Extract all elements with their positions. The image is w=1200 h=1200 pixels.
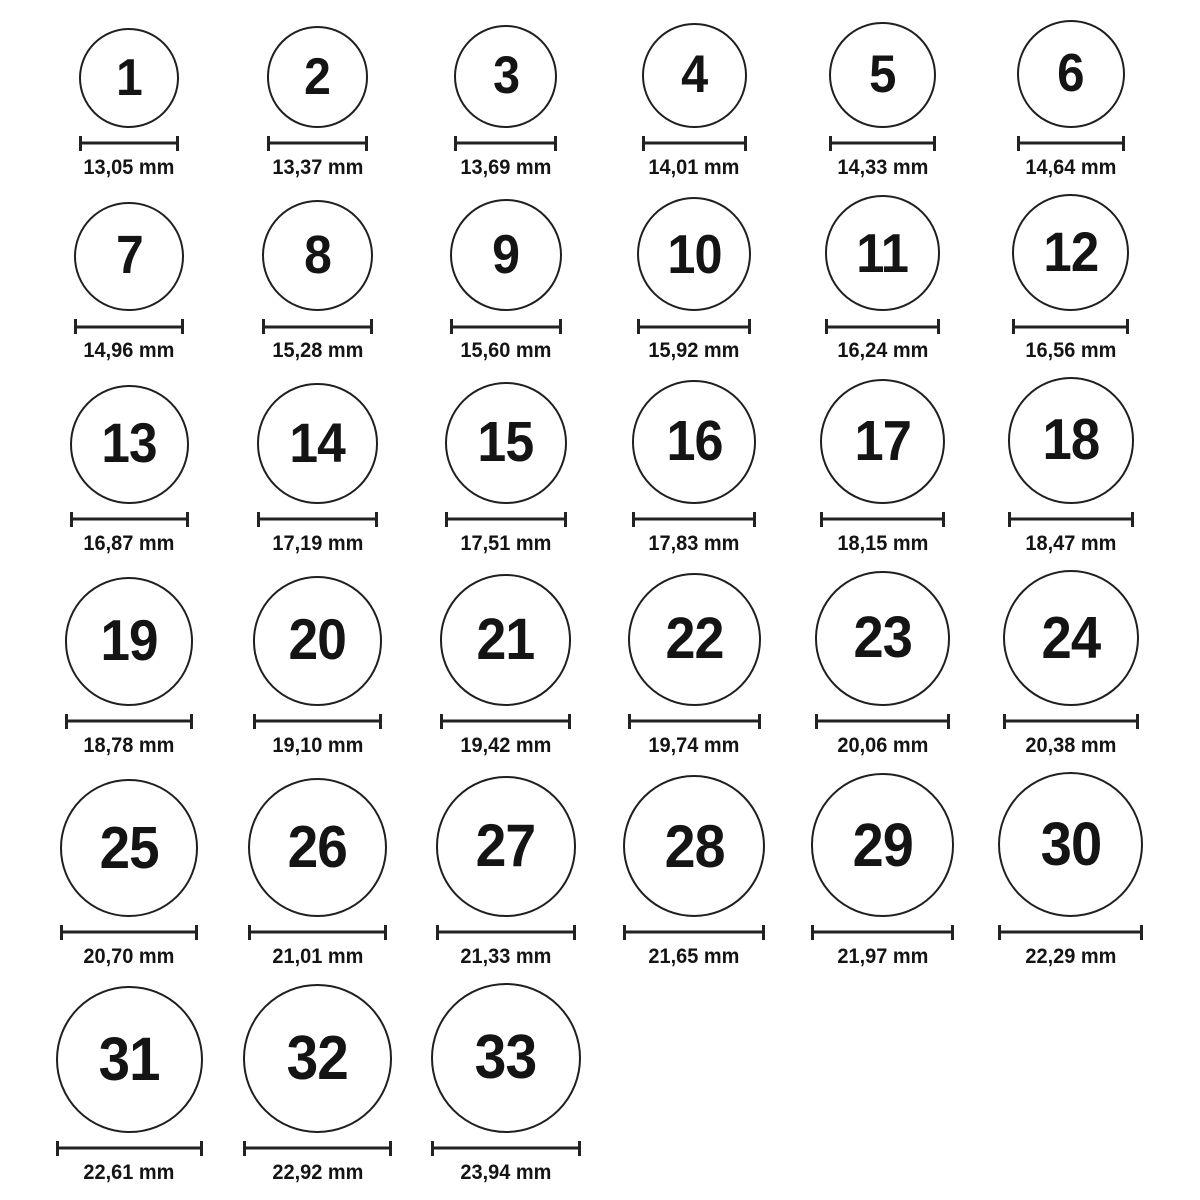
diameter-measure-line	[998, 925, 1143, 940]
ring-circle	[829, 22, 935, 128]
diameter-label: 14,01 mm	[648, 155, 740, 179]
ring-circle	[811, 773, 955, 917]
diameter-measure-line	[642, 136, 747, 151]
ring-size-item	[628, 573, 761, 758]
diameter-measure-line	[436, 925, 577, 940]
diameter-measure-line	[79, 136, 179, 151]
diameter-label: 14,64 mm	[1025, 155, 1117, 179]
diameter-measure-line	[1012, 319, 1129, 334]
diameter-label: 20,38 mm	[1025, 733, 1117, 757]
ring-size-number: 20	[288, 607, 347, 672]
ring-circle	[257, 383, 377, 503]
diameter-measure-line	[431, 1141, 581, 1156]
diameter-label: 21,01 mm	[272, 944, 363, 968]
ring-size-number: 23	[853, 604, 912, 670]
diameter-label: 20,06 mm	[837, 733, 928, 757]
ring-size-number: 14	[289, 411, 346, 475]
diameter-measure-line	[65, 714, 193, 729]
diameter-label: 18,15 mm	[837, 531, 928, 555]
ring-size-item	[60, 779, 198, 969]
diameter-label: 18,78 mm	[83, 733, 175, 757]
diameter-measure-line	[267, 136, 369, 151]
diameter-label: 17,83 mm	[648, 531, 740, 555]
diameter-label: 19,42 mm	[460, 733, 552, 757]
ring-size-item	[257, 383, 377, 555]
diameter-measure-line	[257, 512, 377, 527]
diameter-label: 16,24 mm	[837, 339, 928, 362]
ring-circle	[1012, 194, 1129, 311]
diameter-label: 16,87 mm	[83, 531, 175, 555]
ring-size-item	[74, 202, 183, 363]
diameter-measure-line	[60, 925, 198, 940]
ring-size-item	[450, 199, 563, 364]
diameter-measure-line	[253, 714, 383, 729]
ring-size-item	[1012, 194, 1129, 363]
ring-circle	[243, 984, 391, 1132]
diameter-measure-line	[632, 512, 755, 527]
ring-size-number: 11	[856, 221, 909, 284]
ring-size-number: 16	[666, 409, 723, 473]
ring-circle	[623, 775, 765, 917]
ring-size-number: 13	[101, 412, 157, 475]
ring-size-number: 24	[1041, 603, 1101, 671]
ring-circle	[267, 26, 369, 128]
ring-size-item	[829, 22, 935, 180]
diameter-measure-line	[262, 319, 373, 334]
diameter-measure-line	[70, 512, 189, 527]
ring-size-number: 33	[475, 1022, 537, 1092]
ring-size-item	[248, 778, 387, 969]
diameter-label: 14,96 mm	[83, 339, 175, 362]
ring-circle	[825, 195, 941, 311]
diameter-label: 21,97 mm	[837, 944, 928, 968]
ring-circle	[445, 382, 567, 504]
ring-circle	[454, 25, 557, 128]
ring-circle	[253, 576, 383, 706]
diameter-label: 14,33 mm	[837, 155, 928, 179]
diameter-label: 18,47 mm	[1025, 531, 1117, 555]
diameter-label: 16,56 mm	[1025, 339, 1117, 362]
diameter-label: 22,61 mm	[83, 1160, 175, 1184]
ring-size-number: 21	[476, 606, 535, 672]
diameter-measure-line	[1008, 512, 1135, 527]
ring-circle	[79, 28, 179, 128]
ring-size-number: 32	[286, 1023, 349, 1093]
diameter-measure-line	[243, 1141, 391, 1156]
ring-size-item	[267, 26, 369, 180]
diameter-measure-line	[74, 319, 183, 334]
ring-size-item	[1017, 20, 1125, 180]
ring-size-item	[445, 382, 567, 556]
ring-circle	[60, 779, 198, 917]
ring-size-item	[65, 577, 193, 757]
diameter-label: 22,92 mm	[272, 1160, 363, 1184]
diameter-measure-line	[815, 714, 949, 729]
ring-size-item	[632, 380, 755, 555]
ring-size-number: 17	[854, 408, 911, 473]
diameter-measure-line	[248, 925, 387, 940]
ring-size-number: 1	[116, 48, 142, 107]
ring-circle	[1008, 377, 1135, 504]
ring-size-number: 5	[869, 45, 896, 105]
ring-circle	[70, 385, 189, 504]
ring-size-number: 27	[475, 812, 536, 880]
diameter-measure-line	[454, 136, 557, 151]
ring-size-item	[642, 23, 747, 180]
diameter-label: 15,28 mm	[272, 339, 363, 362]
diameter-measure-line	[628, 714, 761, 729]
ring-size-number: 22	[665, 605, 724, 671]
ring-size-item	[436, 776, 577, 969]
ring-size-number: 6	[1057, 44, 1085, 104]
diameter-label: 15,92 mm	[648, 339, 740, 362]
ring-size-item	[454, 25, 557, 180]
ring-size-item	[637, 197, 751, 363]
diameter-label: 19,74 mm	[648, 733, 740, 757]
ring-size-item	[811, 773, 955, 969]
diameter-label: 13,05 mm	[83, 155, 175, 179]
ring-size-item	[56, 986, 203, 1185]
ring-circle	[262, 200, 373, 311]
ring-circle	[450, 199, 563, 312]
ring-size-number: 31	[98, 1024, 160, 1094]
ring-size-item	[825, 195, 941, 363]
diameter-label: 13,37 mm	[272, 155, 363, 179]
diameter-measure-line	[825, 319, 941, 334]
diameter-label: 19,10 mm	[272, 733, 363, 757]
diameter-label: 17,51 mm	[460, 531, 552, 555]
diameter-measure-line	[820, 512, 945, 527]
ring-size-item	[820, 379, 945, 556]
ring-size-item	[243, 984, 391, 1184]
ring-size-item	[253, 576, 383, 758]
diameter-measure-line	[450, 319, 563, 334]
ring-circle	[431, 983, 581, 1133]
ring-size-number: 12	[1043, 220, 1099, 283]
ring-circle	[642, 23, 747, 128]
diameter-label: 17,19 mm	[272, 531, 363, 555]
diameter-measure-line	[829, 136, 935, 151]
ring-circle	[1017, 20, 1125, 128]
ring-size-number: 4	[681, 45, 708, 104]
diameter-label: 13,69 mm	[460, 155, 552, 179]
ring-size-number: 7	[115, 225, 143, 286]
diameter-measure-line	[623, 925, 765, 940]
ring-size-number: 10	[667, 222, 722, 285]
diameter-label: 21,33 mm	[460, 944, 552, 968]
ring-size-item	[440, 574, 571, 757]
ring-size-number: 9	[492, 223, 520, 285]
diameter-measure-line	[445, 512, 567, 527]
ring-size-item	[70, 385, 189, 556]
ring-circle	[632, 380, 755, 503]
ring-size-item	[623, 775, 765, 969]
ring-circle	[74, 202, 183, 311]
diameter-measure-line	[440, 714, 571, 729]
diameter-measure-line	[811, 925, 955, 940]
diameter-measure-line	[56, 1141, 203, 1156]
diameter-measure-line	[637, 319, 751, 334]
ring-size-number: 28	[664, 811, 725, 880]
ring-circle	[65, 577, 193, 705]
diameter-measure-line	[1017, 136, 1125, 151]
ring-size-number: 3	[492, 45, 519, 105]
ring-size-item	[1003, 570, 1139, 758]
ring-circle	[248, 778, 387, 917]
ring-size-item	[1008, 377, 1135, 556]
ring-size-item	[79, 28, 179, 180]
diameter-label: 20,70 mm	[83, 944, 175, 968]
diameter-label: 22,29 mm	[1025, 944, 1117, 968]
ring-size-number: 26	[287, 813, 348, 881]
ring-size-number: 29	[852, 810, 913, 879]
ring-size-item	[262, 200, 373, 363]
diameter-label: 15,60 mm	[460, 339, 552, 362]
ring-size-number: 30	[1040, 809, 1102, 878]
ring-size-number: 8	[304, 225, 331, 286]
ring-circle	[998, 772, 1143, 917]
ring-size-number: 19	[100, 608, 158, 673]
ring-circle	[628, 573, 761, 706]
ring-circle	[440, 574, 571, 705]
ring-size-number: 25	[99, 814, 159, 882]
ring-circle	[436, 776, 577, 917]
ring-circle	[815, 571, 949, 705]
ring-size-number: 15	[477, 410, 534, 474]
diameter-measure-line	[1003, 714, 1139, 729]
ring-size-item	[815, 571, 949, 757]
ring-circle	[637, 197, 751, 311]
ring-size-item	[431, 983, 581, 1185]
ring-size-item	[998, 772, 1143, 969]
ring-circle	[820, 379, 945, 504]
diameter-label: 21,65 mm	[648, 944, 740, 968]
ring-circle	[56, 986, 203, 1133]
diameter-label: 23,94 mm	[460, 1160, 552, 1184]
ring-size-number: 18	[1042, 407, 1100, 472]
ring-circle	[1003, 570, 1139, 706]
ring-size-number: 2	[304, 47, 331, 106]
